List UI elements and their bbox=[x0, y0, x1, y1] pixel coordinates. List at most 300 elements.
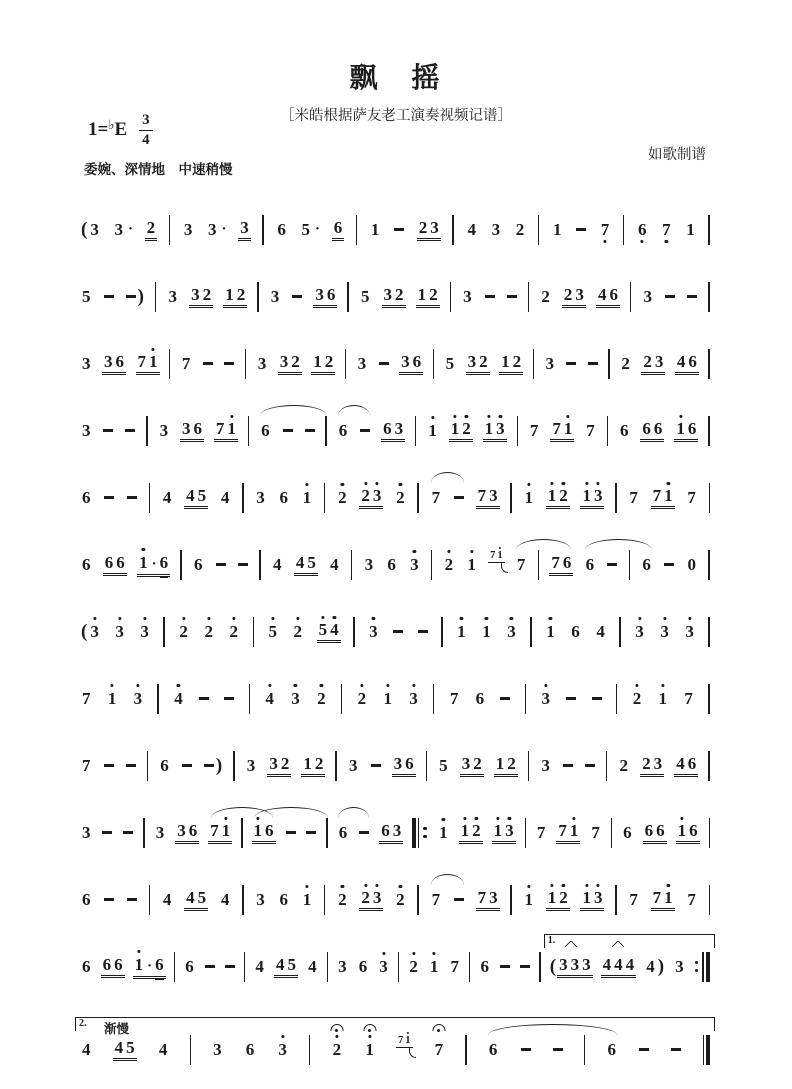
dash-extension bbox=[591, 697, 603, 699]
beam bbox=[556, 821, 580, 844]
note-digit: 1 bbox=[569, 822, 580, 839]
beam-group bbox=[184, 888, 208, 911]
note bbox=[363, 555, 376, 575]
beam bbox=[278, 488, 291, 508]
note-digit: 6 bbox=[82, 487, 91, 507]
note-digit: 1 bbox=[495, 754, 505, 773]
note-digit: 2 bbox=[507, 754, 516, 773]
meter-denominator: 4 bbox=[142, 131, 150, 148]
note-digit: 3 bbox=[506, 623, 517, 640]
score-line bbox=[80, 330, 710, 397]
barline-stroke bbox=[245, 349, 246, 379]
barline-stroke bbox=[708, 617, 709, 647]
dash-extension bbox=[126, 898, 138, 900]
note-digit: 4 bbox=[330, 554, 339, 574]
note bbox=[640, 555, 653, 575]
barline-stroke bbox=[353, 617, 354, 647]
note-digit: 6 bbox=[114, 955, 123, 974]
note-digit: 2 bbox=[236, 285, 246, 304]
beam bbox=[673, 957, 686, 977]
paren: ) bbox=[657, 956, 665, 977]
barline-single bbox=[708, 215, 709, 245]
note bbox=[158, 421, 171, 441]
note-digit: 1 bbox=[484, 420, 495, 437]
grace-digit: 1 bbox=[496, 551, 503, 562]
beam bbox=[301, 754, 325, 777]
note-digit: 7 bbox=[652, 486, 662, 505]
note-digit: 2 bbox=[360, 889, 371, 906]
beam-group bbox=[102, 352, 126, 375]
beam bbox=[682, 689, 695, 709]
dash-icon bbox=[123, 831, 133, 833]
barline-stroke bbox=[351, 550, 352, 580]
note-digit: 6 bbox=[609, 285, 618, 304]
barline-single bbox=[469, 952, 470, 982]
note-digit: 2 bbox=[479, 352, 488, 371]
beam bbox=[157, 1040, 170, 1060]
note bbox=[433, 1040, 446, 1060]
beam bbox=[465, 555, 478, 575]
slur-tie bbox=[516, 539, 571, 550]
meter-numerator: 3 bbox=[139, 112, 153, 131]
note-digit: 6 bbox=[245, 1039, 255, 1059]
beam bbox=[289, 689, 302, 709]
barline-stroke bbox=[253, 617, 254, 647]
barline-stroke bbox=[324, 483, 325, 513]
note-digit: 3 bbox=[89, 623, 100, 640]
note bbox=[363, 1040, 376, 1060]
dash-extension bbox=[305, 831, 317, 833]
dash-icon bbox=[104, 898, 114, 900]
barline-stroke bbox=[708, 751, 709, 781]
octave-dot bbox=[137, 950, 140, 953]
note-digit: 1 bbox=[429, 958, 440, 975]
beam bbox=[437, 756, 450, 776]
note-digit: 6 bbox=[619, 420, 629, 440]
barline-single bbox=[708, 416, 709, 446]
beam bbox=[158, 756, 171, 776]
beam-group bbox=[136, 352, 160, 375]
note-digit: 6 bbox=[82, 889, 91, 909]
barline-single bbox=[530, 617, 531, 647]
dash-extension bbox=[237, 563, 249, 565]
note bbox=[569, 622, 582, 642]
beam-group bbox=[399, 352, 423, 375]
note-digit: 7 bbox=[431, 889, 441, 909]
note bbox=[80, 220, 101, 240]
beam bbox=[448, 689, 461, 709]
dash-extension bbox=[291, 295, 303, 297]
beam bbox=[359, 287, 372, 307]
dash-icon bbox=[216, 563, 226, 565]
note-digit: 1 bbox=[456, 623, 467, 640]
note bbox=[437, 823, 450, 843]
octave-dot bbox=[110, 684, 113, 687]
beam bbox=[407, 689, 420, 709]
barline-stroke bbox=[441, 617, 442, 647]
beam-group bbox=[460, 754, 484, 777]
barline-single bbox=[615, 885, 616, 915]
note bbox=[543, 354, 556, 374]
barline-stroke bbox=[709, 885, 710, 915]
beam-group bbox=[294, 553, 318, 576]
note-digit: 2 bbox=[357, 690, 368, 707]
note-digit: 6 bbox=[687, 754, 697, 773]
note bbox=[337, 823, 350, 843]
barline-stroke bbox=[706, 952, 709, 982]
beam-group bbox=[359, 486, 383, 509]
barline-single bbox=[242, 483, 243, 513]
octave-dot bbox=[465, 415, 468, 418]
note-digit: 1 bbox=[438, 824, 449, 841]
beam bbox=[474, 689, 487, 709]
key-signature: 1=♭E bbox=[88, 118, 128, 140]
note bbox=[356, 354, 369, 374]
note-digit: 2 bbox=[293, 623, 304, 640]
beam-group bbox=[640, 754, 664, 777]
score bbox=[80, 196, 710, 1083]
barline-stroke bbox=[706, 1035, 709, 1065]
note-digit: 1 bbox=[581, 487, 592, 504]
note-digit: 4 bbox=[220, 889, 230, 909]
dash-extension bbox=[215, 563, 227, 565]
note bbox=[276, 1040, 289, 1060]
octave-dot bbox=[281, 1035, 284, 1038]
beam bbox=[499, 352, 523, 375]
dash-extension bbox=[126, 496, 138, 498]
barline-single bbox=[450, 282, 451, 312]
note-digit: 5 bbox=[287, 955, 296, 974]
octave-dot bbox=[470, 550, 473, 553]
note-digit: 3 bbox=[504, 822, 515, 839]
note-digit: 5 bbox=[439, 755, 448, 775]
note-digit: 3 bbox=[541, 690, 552, 707]
dash-icon bbox=[199, 697, 209, 699]
barline-stroke bbox=[433, 684, 434, 714]
barline-single bbox=[538, 215, 539, 245]
note bbox=[132, 689, 145, 709]
octave-dot bbox=[661, 684, 664, 687]
note-digit: 2 bbox=[316, 690, 327, 707]
score-line bbox=[80, 1016, 710, 1083]
beam-group bbox=[549, 955, 593, 978]
note-digit: 6 bbox=[116, 553, 125, 572]
note-digit: 4 bbox=[162, 889, 172, 909]
note-digit: 2 bbox=[643, 352, 652, 371]
beam bbox=[80, 1040, 93, 1060]
beam bbox=[137, 553, 170, 577]
beam bbox=[385, 555, 398, 575]
barline-stroke bbox=[169, 349, 170, 379]
note-digit: 4 bbox=[596, 621, 605, 641]
beam bbox=[337, 421, 350, 441]
dash-extension bbox=[122, 831, 134, 833]
barline-single bbox=[510, 483, 511, 513]
barline-stroke bbox=[257, 282, 258, 312]
note-digit: 3 bbox=[593, 487, 604, 504]
note-digit: 3 bbox=[392, 821, 402, 840]
beam bbox=[514, 220, 527, 240]
octave-dot bbox=[321, 616, 324, 619]
octave-dot bbox=[382, 952, 385, 955]
note bbox=[259, 421, 272, 441]
note-digit: 6 bbox=[562, 553, 572, 572]
barline-stroke bbox=[616, 684, 617, 714]
dash-icon bbox=[225, 965, 235, 967]
barline-single bbox=[324, 885, 325, 915]
note-digit: 2 bbox=[280, 754, 290, 773]
note-digit: 4 bbox=[158, 1039, 168, 1059]
dash-extension bbox=[506, 295, 518, 297]
octave-dot bbox=[665, 240, 668, 243]
octave-dot bbox=[294, 684, 297, 687]
note-digit: 7 bbox=[586, 420, 595, 440]
note-digit: 3 bbox=[240, 218, 249, 237]
barline-single bbox=[629, 550, 630, 580]
note bbox=[300, 220, 321, 240]
beam bbox=[426, 421, 439, 441]
barline-stroke bbox=[335, 751, 336, 781]
barline-stroke bbox=[530, 617, 531, 647]
beam bbox=[465, 220, 478, 240]
note bbox=[487, 1040, 500, 1060]
octave-dot bbox=[143, 617, 146, 620]
note-digit: 7 bbox=[687, 889, 696, 909]
barline-single bbox=[465, 1035, 466, 1065]
beam-group bbox=[267, 754, 291, 777]
barline-stroke bbox=[249, 684, 250, 714]
note-digit: 2 bbox=[515, 219, 525, 239]
beam bbox=[154, 823, 167, 843]
barline-single bbox=[431, 550, 432, 580]
beam bbox=[619, 354, 632, 374]
octave-dot bbox=[508, 817, 511, 820]
note-digit: 5 bbox=[307, 553, 316, 572]
beam bbox=[274, 955, 298, 978]
beam bbox=[214, 419, 238, 442]
note-digit: 1 bbox=[253, 822, 264, 839]
beam bbox=[550, 419, 574, 442]
note-digit: 1 bbox=[382, 690, 393, 707]
barline-single bbox=[149, 483, 150, 513]
note-digit: 7 bbox=[137, 352, 146, 371]
beam bbox=[428, 957, 441, 977]
dash-extension bbox=[124, 429, 136, 431]
beam bbox=[381, 419, 405, 442]
note bbox=[278, 890, 291, 910]
octave-dot bbox=[585, 884, 588, 887]
note bbox=[535, 823, 548, 843]
beam bbox=[640, 555, 653, 575]
octave-dot bbox=[368, 1035, 371, 1038]
beam bbox=[238, 218, 251, 241]
note-digit: 3 bbox=[257, 353, 267, 373]
beam bbox=[416, 285, 440, 308]
barline-stroke bbox=[708, 282, 709, 312]
beam bbox=[377, 957, 390, 977]
note-digit: 3 bbox=[168, 286, 178, 306]
note-digit: 3 bbox=[338, 956, 347, 976]
beam bbox=[618, 421, 631, 441]
beam bbox=[676, 821, 700, 844]
dash-extension bbox=[101, 831, 113, 833]
beam bbox=[219, 890, 232, 910]
dash-extension bbox=[552, 1048, 564, 1050]
beam bbox=[113, 622, 126, 642]
note bbox=[367, 622, 380, 642]
note bbox=[161, 890, 174, 910]
barline-stroke bbox=[242, 885, 243, 915]
note bbox=[80, 421, 93, 441]
note bbox=[271, 555, 284, 575]
note bbox=[177, 622, 190, 642]
beam bbox=[407, 957, 420, 977]
note-digit: 3 bbox=[461, 754, 471, 773]
note bbox=[157, 1040, 170, 1060]
octave-dot bbox=[566, 415, 569, 418]
note bbox=[539, 287, 552, 307]
note-digit: 7 bbox=[684, 688, 693, 708]
beam bbox=[535, 823, 548, 843]
note-digit: 3 bbox=[191, 285, 200, 304]
barline-single bbox=[324, 483, 325, 513]
note-digit: 4 bbox=[114, 1038, 124, 1057]
dash-icon bbox=[592, 697, 602, 699]
beam bbox=[347, 756, 360, 776]
note bbox=[514, 220, 527, 240]
dash-icon bbox=[454, 898, 464, 900]
dash-extension bbox=[575, 228, 587, 230]
note-digit: 6 bbox=[480, 956, 490, 976]
beam bbox=[528, 421, 541, 441]
beam bbox=[476, 888, 500, 911]
octave-dot bbox=[603, 240, 606, 243]
barline-stroke bbox=[703, 1035, 704, 1065]
note bbox=[444, 354, 457, 374]
note-digit: 1 bbox=[302, 891, 313, 908]
barline-stroke bbox=[606, 751, 607, 781]
note-digit: 3 bbox=[393, 754, 403, 773]
score-line bbox=[80, 196, 710, 263]
barline-stroke bbox=[398, 952, 399, 982]
note-digit: 3 bbox=[408, 690, 419, 707]
barline-stroke bbox=[157, 684, 158, 714]
beam bbox=[641, 352, 665, 375]
barline-stroke bbox=[708, 550, 709, 580]
note-digit: 3 bbox=[401, 352, 410, 371]
barline-single bbox=[608, 349, 609, 379]
beam bbox=[584, 421, 597, 441]
barline-stroke bbox=[418, 818, 419, 848]
beam bbox=[80, 488, 93, 508]
note-digit: 3 bbox=[256, 889, 265, 909]
dash-icon bbox=[485, 295, 495, 297]
beam bbox=[267, 754, 291, 777]
barline-single bbox=[417, 483, 418, 513]
octave-dot bbox=[386, 684, 389, 687]
note-digit: 4 bbox=[173, 690, 184, 707]
beam bbox=[359, 486, 383, 509]
note bbox=[331, 1040, 344, 1060]
beam bbox=[492, 821, 516, 844]
note-digit: 2 bbox=[632, 690, 643, 707]
beam bbox=[306, 957, 319, 977]
beam bbox=[522, 890, 535, 910]
score-line bbox=[80, 263, 710, 330]
beam bbox=[301, 890, 314, 910]
octave-dot bbox=[487, 415, 490, 418]
beam-group bbox=[546, 486, 570, 509]
beam-group bbox=[449, 419, 473, 442]
barline-stroke bbox=[708, 684, 709, 714]
beam bbox=[381, 689, 394, 709]
augmentation-dot: · bbox=[151, 555, 157, 572]
beam bbox=[540, 689, 553, 709]
note-digit: 7 bbox=[652, 888, 662, 907]
beam-group bbox=[494, 754, 518, 777]
score-line bbox=[80, 933, 710, 1000]
note-digit: 3 bbox=[467, 352, 477, 371]
note bbox=[369, 220, 382, 240]
beam bbox=[184, 888, 208, 911]
dash-extension bbox=[562, 764, 574, 766]
note-digit: 5 bbox=[267, 623, 278, 640]
dash-icon bbox=[127, 898, 137, 900]
note-digit: 1 bbox=[501, 352, 510, 371]
barline-single bbox=[347, 282, 348, 312]
dash-icon bbox=[125, 429, 135, 431]
beam bbox=[88, 622, 101, 642]
barline-single bbox=[528, 751, 529, 781]
dash-icon bbox=[104, 295, 114, 297]
note bbox=[685, 890, 698, 910]
beam bbox=[599, 220, 612, 240]
note-digit: 3 bbox=[541, 755, 550, 775]
grace-digit: 1 bbox=[404, 1036, 411, 1047]
beam bbox=[133, 955, 166, 979]
note-digit: 1 bbox=[427, 422, 438, 439]
beam bbox=[557, 955, 593, 978]
beam bbox=[80, 890, 93, 910]
octave-dot bbox=[496, 817, 499, 820]
note bbox=[474, 689, 487, 709]
octave-dot bbox=[305, 885, 308, 888]
beam bbox=[433, 1040, 446, 1060]
beam bbox=[605, 1040, 618, 1060]
note-digit: 3 bbox=[133, 690, 144, 707]
dash-extension bbox=[670, 1048, 682, 1050]
note bbox=[211, 1040, 224, 1060]
beam-group bbox=[550, 419, 574, 442]
beam-group bbox=[382, 285, 406, 308]
beam bbox=[627, 488, 640, 508]
octave-dot bbox=[431, 416, 434, 419]
note-digit: 7 bbox=[529, 420, 539, 440]
barline-stroke bbox=[309, 1035, 310, 1065]
beam bbox=[546, 486, 570, 509]
beam-group bbox=[580, 486, 604, 509]
note bbox=[428, 957, 441, 977]
time-signature bbox=[139, 112, 153, 148]
note-digit: 4 bbox=[329, 621, 340, 638]
dash-icon bbox=[204, 764, 214, 766]
barline-stroke bbox=[607, 416, 608, 446]
note bbox=[480, 622, 493, 642]
note bbox=[180, 354, 193, 374]
barline-stroke bbox=[433, 349, 434, 379]
beam bbox=[113, 1038, 137, 1061]
beam bbox=[180, 419, 204, 442]
